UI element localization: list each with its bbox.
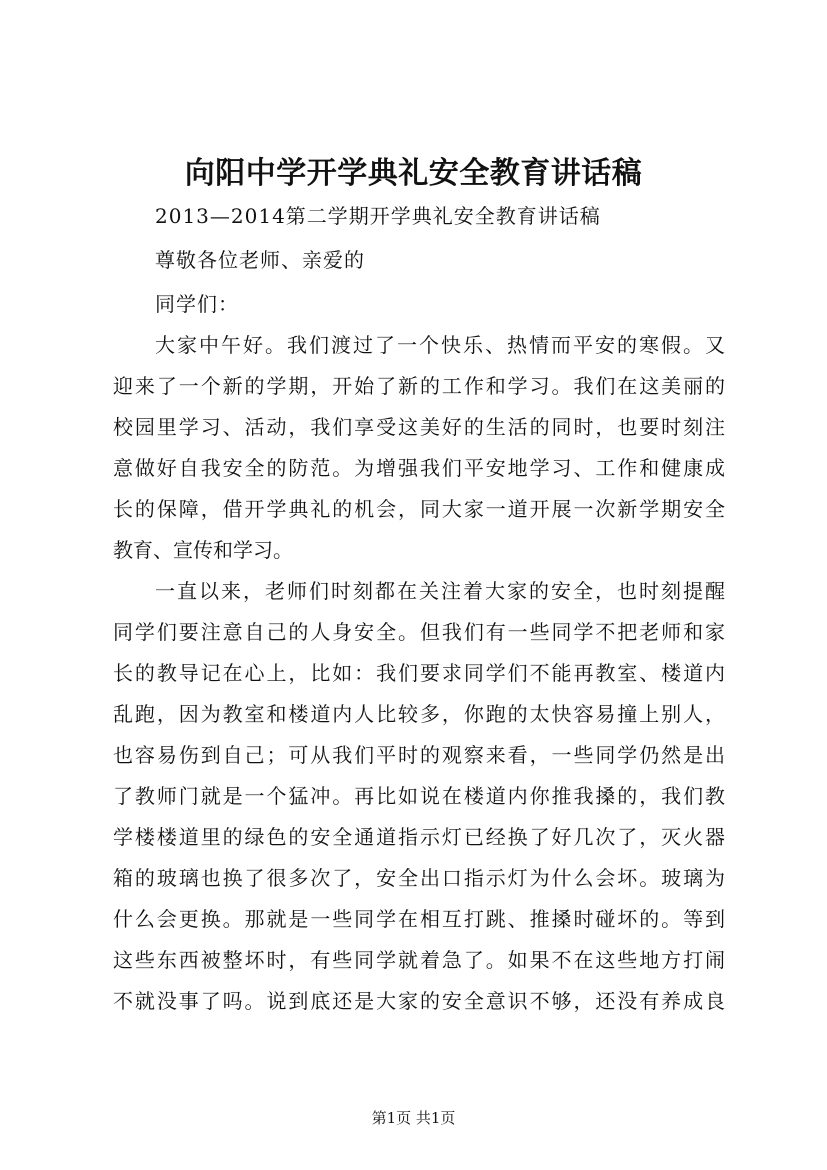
paragraph-1-line: 校园里学习、活动，我们享受这美好的生活的同时，也要时刻注 <box>113 415 725 439</box>
paragraph-2-line: 长的教导记在心上，比如：我们要求同学们不能再教室、楼道内 <box>113 661 725 685</box>
document-title: 向阳中学开学典礼安全教育讲话稿 <box>184 156 643 191</box>
page-footer: 第1页 共1页 <box>371 1109 456 1127</box>
paragraph-1-line: 教育、宣传和学习。 <box>113 538 293 562</box>
paragraph-1-line: 长的保障，借开学典礼的机会，同大家一道开展一次新学期安全 <box>113 497 725 521</box>
paragraph-2-line: 这些东西被整坏时，有些同学就着急了。如果不在这些地方打闹 <box>113 948 725 972</box>
paragraph-1-line: 意做好自我安全的防范。为增强我们平安地学习、工作和健康成 <box>113 456 725 480</box>
document-subtitle: 2013—2014第二学期开学典礼安全教育讲话稿 <box>155 204 601 228</box>
paragraph-2-line: 同学们要注意自己的人身安全。但我们有一些同学不把老师和家 <box>113 620 725 644</box>
paragraph-1-line: 大家中午好。我们渡过了一个快乐、热情而平安的寒假。又 <box>155 333 725 357</box>
paragraph-2-line: 箱的玻璃也换了很多次了，安全出口指示灯为什么会坏。玻璃为 <box>113 866 725 890</box>
paragraph-2-line: 也容易伤到自己；可从我们平时的观察来看，一些同学仍然是出 <box>113 743 725 767</box>
greeting-line-2: 同学们： <box>155 292 239 316</box>
greeting-line-1: 尊敬各位老师、亲爱的 <box>155 248 365 272</box>
paragraph-2-line: 不就没事了吗。说到底还是大家的安全意识不够，还没有养成良 <box>113 989 725 1013</box>
paragraph-2-line: 了教师门就是一个猛冲。再比如说在楼道内你推我搡的，我们教 <box>113 784 725 808</box>
paragraph-1-line: 迎来了一个新的学期，开始了新的工作和学习。我们在这美丽的 <box>113 374 725 398</box>
paragraph-2-line: 什么会更换。那就是一些同学在相互打跳、推搡时碰坏的。等到 <box>113 907 725 931</box>
paragraph-2-line: 一直以来，老师们时刻都在关注着大家的安全，也时刻提醒 <box>155 579 725 603</box>
paragraph-2-line: 学楼楼道里的绿色的安全通道指示灯已经换了好几次了，灭火器 <box>113 825 725 849</box>
paragraph-2-line: 乱跑，因为教室和楼道内人比较多，你跑的太快容易撞上别人， <box>113 702 725 726</box>
